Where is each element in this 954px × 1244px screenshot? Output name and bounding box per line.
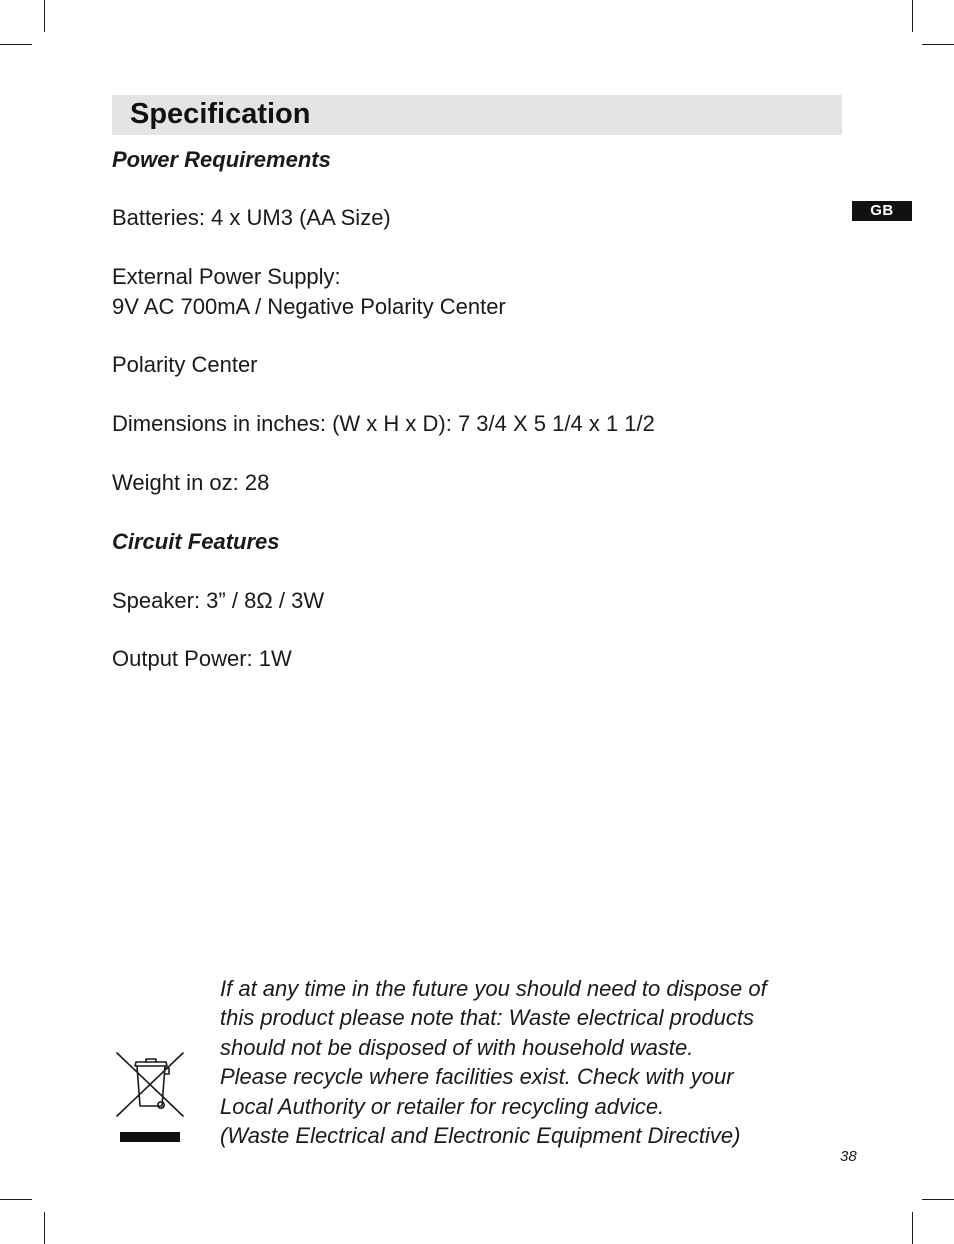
disposal-notice-line: Local Authority or retailer for recycling advice.: [220, 1093, 665, 1119]
polarity-spec: Polarity Center: [112, 352, 258, 377]
speaker-spec: Speaker: 3” / 8Ω / 3W: [112, 588, 325, 613]
crop-mark: [922, 44, 954, 45]
output-power-spec: Output Power: 1W: [112, 646, 292, 671]
disposal-notice-line: (Waste Electrical and Electronic Equipment Directive): [220, 1123, 741, 1149]
dimensions-spec: Dimensions in inches: (W x H x D): 7 3/4 X 5 1/4 x 1 1/2: [112, 411, 655, 436]
circuit-features-heading: Circuit Features: [112, 529, 280, 554]
disposal-notice-line: this product please note that: Waste electrical products: [220, 1005, 754, 1031]
crop-mark: [0, 1199, 32, 1200]
batteries-spec: Batteries: 4 x UM3 (AA Size): [112, 205, 391, 230]
crop-mark: [922, 1199, 954, 1200]
section-title-bar: [112, 95, 842, 135]
disposal-notice: [220, 974, 860, 1150]
power-requirements-heading: Power Requirements: [112, 147, 331, 172]
external-supply-value: 9V AC 700mA / Negative Polarity Center: [112, 294, 506, 319]
external-supply-label: External Power Supply:: [112, 264, 341, 289]
weee-crossed-bin-icon: [112, 1048, 188, 1144]
page-title: Specification: [130, 98, 311, 130]
language-badge: GB: [852, 201, 912, 221]
crop-mark: [44, 0, 45, 32]
disposal-notice-line: Please recycle where facilities exist. Check with your: [220, 1064, 734, 1090]
weight-spec: Weight in oz: 28: [112, 470, 270, 495]
disposal-notice-line: should not be disposed of with household waste.: [220, 1034, 694, 1060]
crop-mark: [912, 1212, 913, 1244]
disposal-notice-line: If at any time in the future you should need to dispose of: [220, 976, 767, 1001]
crop-mark: [0, 44, 32, 45]
crop-mark: [44, 1212, 45, 1244]
crop-mark: [912, 0, 913, 32]
page-number: 38: [840, 1148, 857, 1165]
